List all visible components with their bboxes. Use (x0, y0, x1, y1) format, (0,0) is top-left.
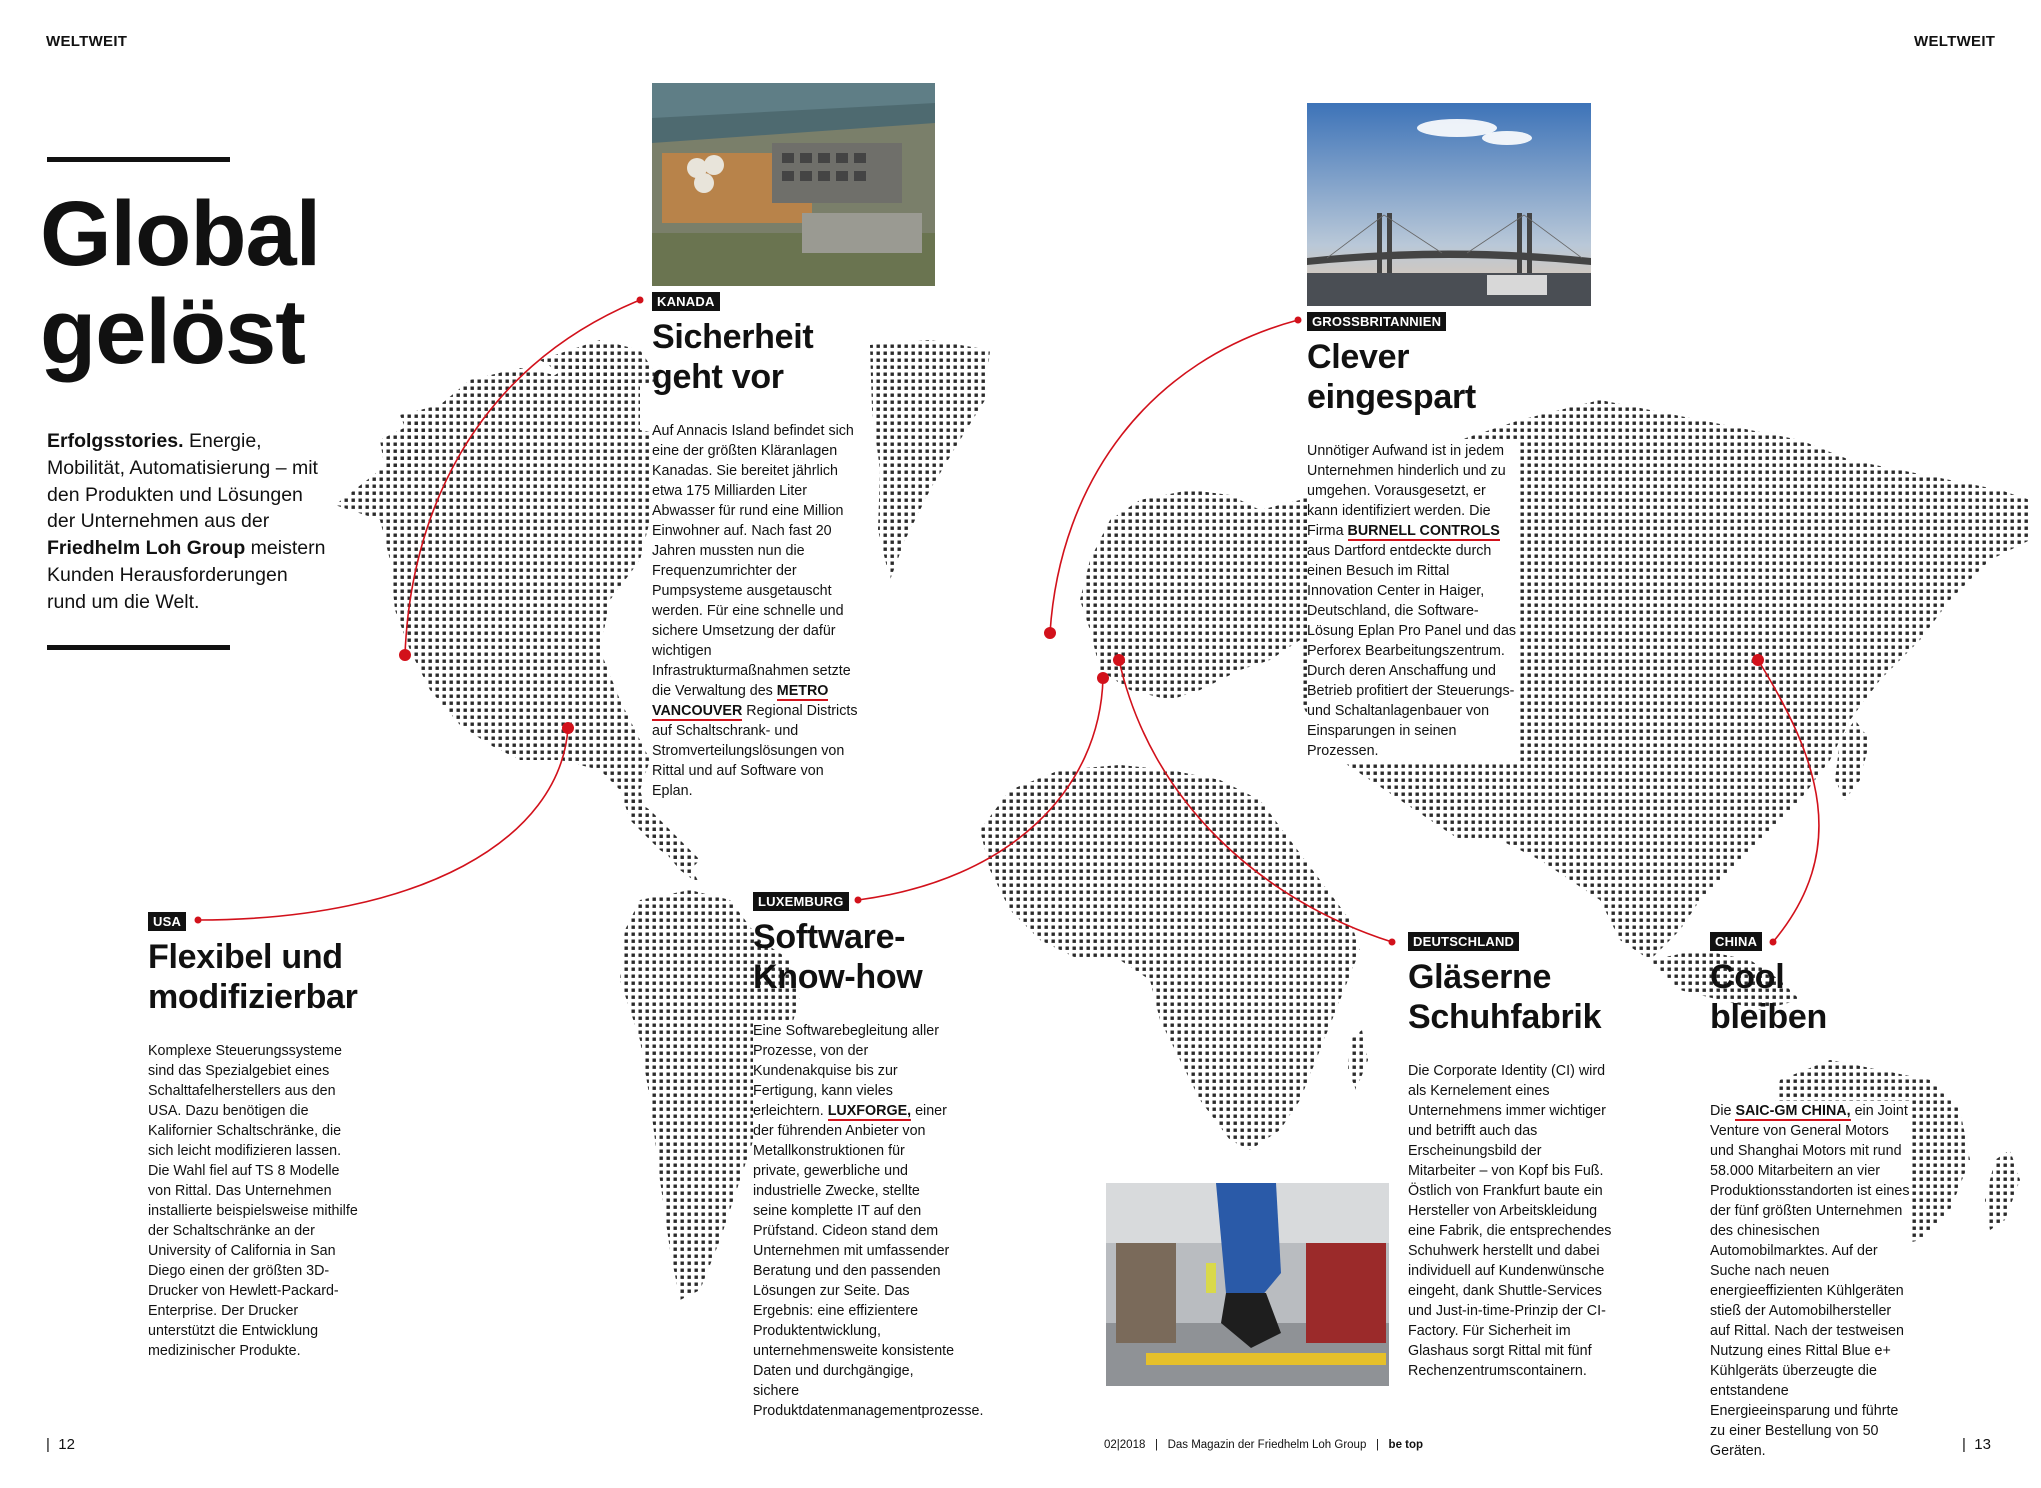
connector-usa (198, 728, 568, 920)
body-deutschland: Die Corporate Identity (CI) wird als Kernelement eines Unternehmens immer wichtiger und betrifft auch das Erscheinungsbild der Mitarbeiter – von Kopf bis Fuß. Östlich von Frankfurt baute ein Hersteller von Arbeitskleidung eine Fabrik, die entsprechendes Schuhwerk herstellt und dabei individuell auf Kundenwünsche eingeht, dank Shuttle-Services und Just-in-time-Prinzip der CI-Factory. Für Sicherheit im Glashaus sorgt Rittal mit fünf Rechenzentrumscontainern. (1408, 1063, 1612, 1379)
heading-grossbritannien (1307, 337, 1519, 417)
body-kanada-highlight: METRO VANCOUVER (652, 683, 829, 719)
central-america-shape (620, 790, 700, 870)
body-kanada (652, 421, 867, 801)
section-label-right: WELTWEIT (1914, 33, 1996, 50)
madagascar-shape (1348, 1030, 1368, 1090)
marker-kanada-end (637, 297, 644, 304)
treatment-plant-image (652, 83, 935, 286)
marker-usa-city (562, 722, 574, 734)
heading-de-line1: Gläserne (1408, 958, 1552, 996)
heading-usa (148, 937, 358, 1017)
body-china-pre: Die (1710, 1103, 1736, 1119)
body-gb-pre: Unnötiger Aufwand ist in jedem Unternehmen hinderlich und zu umgehen. Vorausgesetzt, er kann identifiziert werden. Die Firma (1307, 443, 1506, 539)
title-line-1: Global (40, 183, 321, 285)
heading-luxemburg (753, 917, 955, 997)
greenland-shape (870, 340, 990, 580)
footer-brand: be top (1388, 1439, 1424, 1451)
heading-gb-line2: eingespart (1307, 378, 1476, 416)
marker-gb-city (1044, 627, 1056, 639)
heading-luxemburg-line1: Software- (753, 918, 906, 956)
body-china-post: ein Joint Venture von General Motors und Shanghai Motors mit rund 58.000 Mitarbeitern an vier Produktionsstandorten ist eines der fünf größten Unternehmen des chinesischen Automobilmarktes. Auf der Suche nach neuen energieeffizienten Kühlgeräten stieß der Automobilhersteller auf Rittal. Nach der testweisen Nutzung eines Rittal Blue e+ Kühlgeräts überzeugte die entstandene Energieeinsparung und führte zu einer Bestellung von 50 Geräten. (1710, 1103, 1910, 1459)
body-luxemburg-post: einer der führenden Anbieter von Metallkonstruktionen für private, gewerbliche und industrielle Zwecke, stellte seine komplette IT auf den Prüfstand. Cideon stand dem Unternehmen mit umfassender Beratung und den passenden Lösungen zur Seite. Das Ergebnis: eine effizientere Produktentwicklung, unternehmensweite konsistente Daten und durchgängige, sichere Produktdatenmanagementprozesse. (753, 1103, 984, 1419)
heading-kanada (652, 317, 867, 397)
body-gb-highlight: BURNELL CONTROLS (1347, 523, 1500, 539)
new-zealand-shape (1985, 1150, 2020, 1230)
footer-sep-1: | (1154, 1439, 1158, 1451)
footer-imprint (1104, 1439, 1423, 1451)
footer-sep-2: | (1375, 1439, 1379, 1451)
marker-deutschland-city (1113, 654, 1125, 666)
story-luxemburg (753, 892, 984, 1421)
page-number-left (46, 1436, 75, 1453)
tag-grossbritannien: GROSSBRITANNIEN (1307, 312, 1446, 331)
story-deutschland (1408, 932, 1613, 1381)
marker-kanada-city (399, 649, 411, 661)
bottom-rule (47, 645, 230, 650)
section-label-left: WELTWEIT (46, 33, 128, 50)
heading-gb-line1: Clever (1307, 338, 1410, 376)
photo-gb-bridge (1307, 103, 1591, 306)
marker-china-city (1752, 654, 1764, 666)
footer-bar-right: | (1962, 1436, 1966, 1453)
tag-deutschland: DEUTSCHLAND (1408, 932, 1519, 951)
title-line-2: gelöst (40, 281, 305, 383)
intro-lead-text-1: Energie, Mobilität, Automatisierung – mit den Produkten und Lösungen der Unternehmen aus der (47, 430, 318, 533)
tag-china: CHINA (1710, 932, 1762, 951)
heading-kanada-line1: Sicherheit (652, 318, 814, 356)
body-kanada-pre: Auf Annacis Island befindet sich eine der größten Kläranlagen Kanadas. Sie bereitet jährlich etwa 175 Milliarden Liter Abwasser für rund eine Million Einwohner auf. Nach fast 20 Jahren mussten nun die Frequenzumrichter der Pumpsysteme ausgetauscht werden. Für eine schnelle und sichere Umsetzung der dafür wichtigen Infrastrukturmaßnahmen setzte die Verwaltung des (652, 423, 854, 699)
photo-deutschland-factory (1106, 1183, 1389, 1386)
tag-usa: USA (148, 912, 186, 931)
footer-issue: 02|2018 (1104, 1439, 1146, 1451)
body-grossbritannien (1307, 441, 1519, 761)
body-luxemburg-pre: Eine Softwarebegleitung aller Prozesse, von der Kundenakquise bis zur Fertigung, kann vieles erleichtern. (753, 1023, 939, 1119)
factory-worker-image (1106, 1183, 1389, 1386)
top-rule (47, 157, 230, 162)
intro-lead (47, 428, 327, 616)
tag-luxemburg: LUXEMBURG (753, 892, 849, 911)
heading-kanada-line2: geht vor (652, 358, 784, 396)
footer-bar-left: | (46, 1436, 50, 1453)
story-kanada (652, 292, 867, 801)
marker-deutschland-end (1389, 939, 1396, 946)
heading-de-line2: Schuhfabrik (1408, 998, 1602, 1036)
heading-usa-line1: Flexibel und (148, 938, 343, 976)
bridge-image (1307, 103, 1591, 306)
heading-luxemburg-line2: Know-how (753, 958, 923, 996)
footer-magazine: Das Magazin der Friedhelm Loh Group (1167, 1439, 1367, 1451)
story-grossbritannien (1307, 312, 1519, 761)
heading-china: Cool bleiben (1710, 958, 1827, 1036)
page-number-right (1962, 1436, 1991, 1453)
tag-kanada: KANADA (652, 292, 720, 311)
body-luxemburg-highlight: LUXFORGE, (827, 1103, 912, 1119)
body-china (1710, 1101, 1910, 1461)
marker-gb-end (1295, 317, 1302, 324)
page-title (40, 185, 320, 381)
story-china (1710, 932, 1910, 1461)
intro-lead-bold: Erfolgsstories. (47, 430, 184, 452)
story-usa (148, 912, 358, 1361)
photo-kanada-treatment-plant (652, 83, 935, 286)
page-number-left-value: 12 (58, 1436, 75, 1453)
body-kanada-post: Regional Districts auf Schaltschrank- und Stromverteilungslösungen von Rittal und auf Software von Eplan. (652, 703, 858, 799)
intro-lead-company: Friedhelm Loh Group (47, 537, 246, 560)
heading-deutschland (1408, 957, 1613, 1037)
marker-luxemburg-city (1097, 672, 1109, 684)
intro-lead-text-2: meistern Kunden Herausforderungen rund um die Welt. (47, 537, 326, 613)
body-usa: Komplexe Steuerungssysteme sind das Spezialgebiet eines Schalttafelherstellers aus den USA. Dazu benötigen die Kalifornier Schaltschränke, die sich leicht modifizieren lassen. Die Wahl fiel auf TS 8 Modelle von Rittal. Das Unternehmen installierte beispielsweise mithilfe der Schaltschränke an der University of California in San Diego einen der größten 3D-Drucker von Hewlett-Packard-Enterprise. Der Drucker unterstützt die Entwicklung medizinischer Produkte. (148, 1043, 358, 1359)
body-luxemburg (753, 1021, 984, 1421)
page-number-right-value: 13 (1974, 1436, 1991, 1453)
body-gb-post: aus Dartford entdeckte durch einen Besuch im Rittal Innovation Center in Haiger, Deutschland, die Software-Lösung Eplan Pro Panel und das Perforex Bearbeitungszentrum. Durch deren Anschaffung und Betrieb profitiert der Steuerungs- und Schaltanlagenbauer von Einsparungen in seinen Prozessen. (1307, 543, 1517, 759)
heading-usa-line2: modifizierbar (148, 978, 358, 1016)
body-china-highlight: SAIC-GM CHINA, (1735, 1103, 1851, 1119)
